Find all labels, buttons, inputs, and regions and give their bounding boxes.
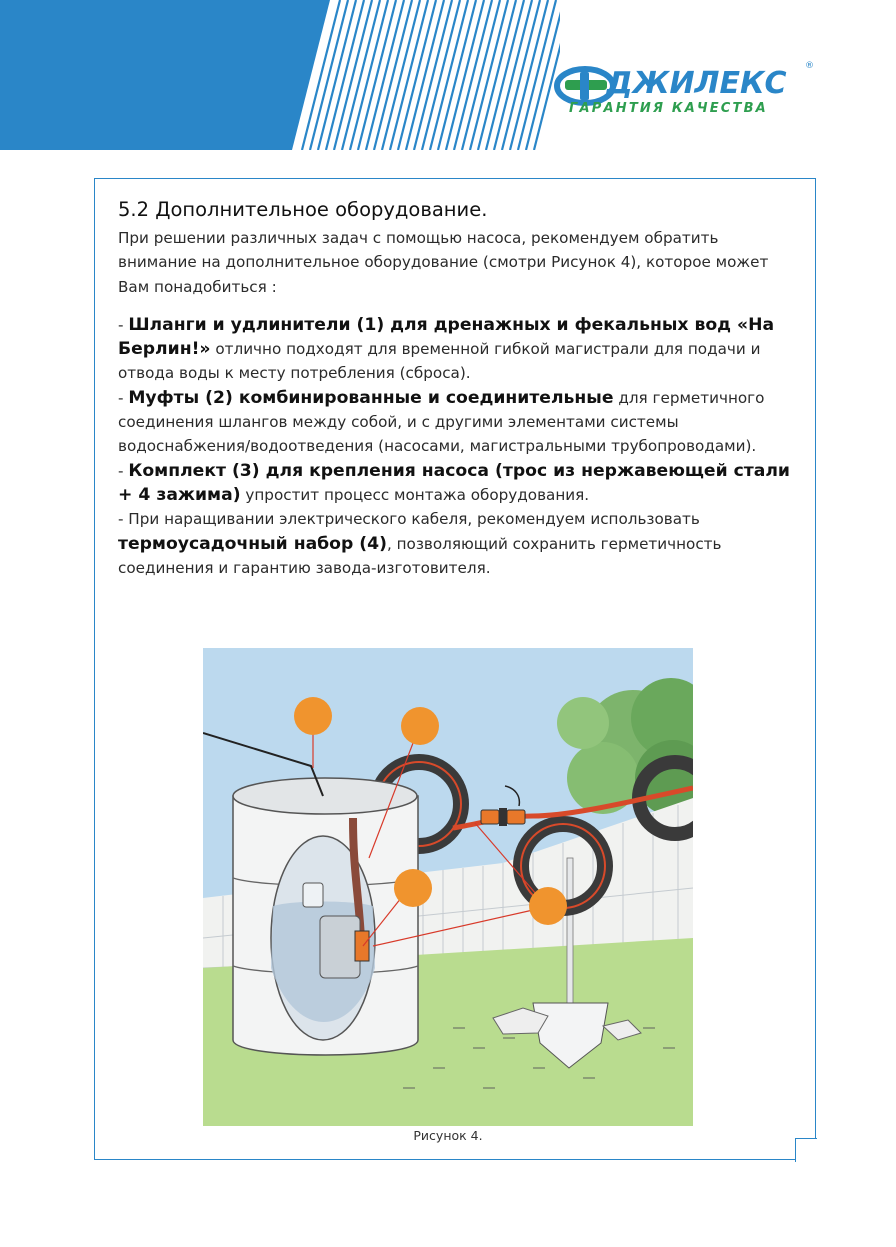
item-bold: термоусадочный набор (4) — [118, 533, 387, 554]
item-bold: Муфты (2) комбинированные и соединительные — [128, 387, 614, 408]
item-prefix: - — [118, 315, 129, 334]
brand-logo — [557, 61, 814, 116]
item-hoses — [118, 313, 790, 386]
item-couplings — [118, 386, 790, 459]
item-prefix: - — [118, 388, 129, 407]
coupling-icon — [481, 808, 525, 826]
figure-4-illustration — [203, 648, 693, 1126]
marker-3 — [394, 869, 432, 907]
item-prefix: - — [118, 461, 129, 480]
item-rest: отлично подходят для временной гибкой магистрали для подачи и отвода воды к месту потребления (сброса). — [118, 340, 761, 383]
brand-name: ДЖИЛЕКС — [606, 66, 787, 101]
item-mount-kit — [118, 459, 790, 508]
header-stripes — [302, 0, 572, 150]
registered-mark: ® — [805, 61, 814, 71]
item-bold: Комплект (3) для крепления насоса (трос из нержавеющей стали + 4 зажима) — [118, 460, 790, 505]
section-intro: При решении различных задач с помощью насоса, рекомендуем обратить внимание на дополнительное оборудование (смотри Рисунок 4), которое может Вам понадобиться : — [118, 229, 769, 296]
item-rest: , позволяющий сохранить герметичность соединения и гарантию завода-изготовителя. — [118, 534, 722, 577]
item-rest: для герметичного соединения шлангов между собой, и с другими элементами системы водоснабжения/водоотведения (насосами, магистральными трубопроводами). — [118, 388, 765, 456]
brand-slogan: ГАРАНТИЯ КАЧЕСТВА — [569, 101, 768, 116]
logo-mark-icon — [557, 69, 613, 103]
section-content — [118, 196, 790, 580]
item-heat-shrink — [118, 507, 790, 580]
header-blue-block — [0, 0, 330, 150]
section-heading: 5.2 Дополнительное оборудование. — [118, 198, 488, 221]
header-band — [0, 0, 896, 150]
figure-caption: Рисунок 4. — [413, 1128, 483, 1143]
marker-4 — [529, 887, 567, 925]
marker-2 — [401, 707, 439, 745]
item-prefix: - При наращивании электрического кабеля, рекомендуем использовать — [118, 510, 700, 529]
marker-1 — [294, 697, 332, 735]
item-bold: Шланги и удлинители (1) для дренажных и фекальных вод «На Берлин!» — [118, 314, 775, 360]
item-rest: упростит процесс монтажа оборудования. — [240, 485, 590, 504]
